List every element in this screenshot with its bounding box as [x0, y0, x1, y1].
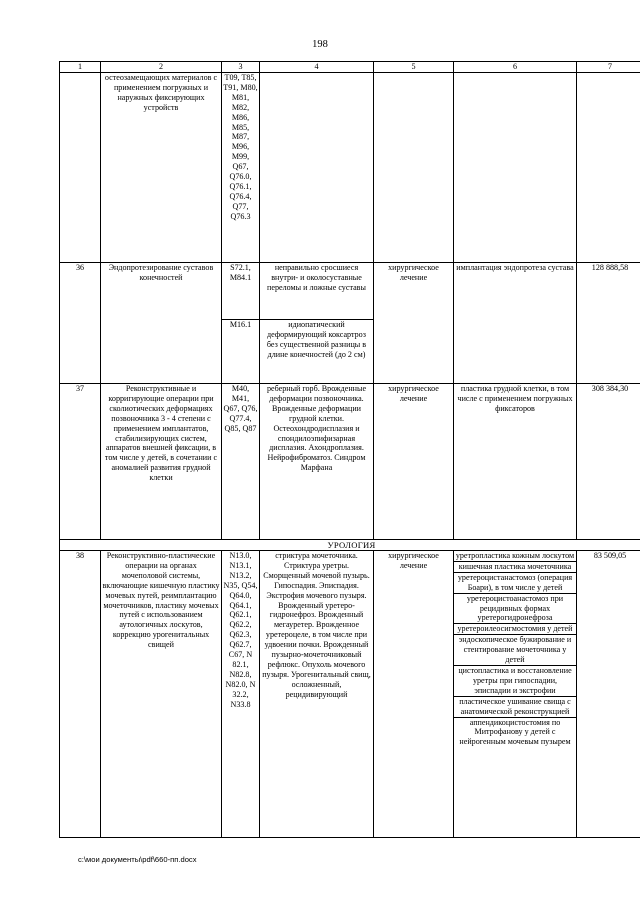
method-item: кишечная пластика мочеточника: [454, 562, 576, 573]
treatment-method: пластика грудной клетки, в том числе с применением погружных фиксаторов: [454, 384, 577, 540]
treatment-method: [454, 73, 577, 263]
header-cell: 1: [60, 62, 101, 73]
treatment-type: хирургическое лечение: [374, 551, 454, 838]
treatment-type: [374, 73, 454, 263]
patient-model: неправильно сросшиеся внутри- и околосуставные переломы и ложные суставы: [260, 263, 374, 320]
header-cell: 3: [222, 62, 260, 73]
table-row: [60, 73, 640, 263]
icd-codes: M16.1: [222, 320, 260, 384]
row-number: [60, 73, 101, 263]
care-type: Эндопротезирование суставов конечностей: [101, 263, 222, 384]
care-type: остеозамещающих материалов с применением погружных и наружных фиксирующих устройств: [101, 73, 222, 263]
treatment-type: хирургическое лечение: [374, 263, 454, 384]
care-type: Реконструктивно-пластические операции на органах мочеполовой системы, включающие кишечную пластику мочевых путей, реимплантацию мочеточников, пластику мочевых путей с использованием аутологичных лоскутов, коррекцию урогенитальных свищей: [101, 551, 222, 838]
icd-codes: N13.0, N13.1, N13.2, N35, Q54, Q64.0, Q64.1, Q62.1, Q62.2, Q62.3, Q62.7, C67, N 82.1, N82.8, N82.0, N 32.2, N33.8: [222, 551, 260, 838]
table-row: [60, 263, 640, 320]
tariff-table: [59, 61, 640, 838]
method-item: аппендикоцистостомия по Митрофанову у детей с нейрогенным мочевым пузырем: [459, 717, 571, 747]
row-number: 36: [60, 263, 101, 384]
patient-model: идиопатический деформирующий коксартроз без существенной разницы в длине конечностей (до 2 см): [260, 320, 374, 384]
method-item: уретероцистоанастомоз при рецидивных формах уретерогидронефроза: [454, 594, 576, 625]
treatment-methods: [454, 551, 577, 838]
header-cell: 7: [577, 62, 640, 73]
treatment-type: хирургическое лечение: [374, 384, 454, 540]
header-cell: 2: [101, 62, 222, 73]
page-number: 198: [312, 39, 328, 50]
method-item: уретероилеосигмостомия у детей: [454, 624, 576, 635]
header-cell: 5: [374, 62, 454, 73]
file-path-footer: c:\мои документы\pdf\660-пп.docx: [78, 855, 197, 864]
cost: 83 509,05: [577, 551, 640, 838]
care-type: Реконструктивные и корригирующие операции при сколиотических деформациях позвоночника 3 - 4 степени с применением имплантатов, стабилизирующих систем, аппаратов внешней фиксации, в том числе у детей, в сочетании с аномалией развития грудной клетки: [101, 384, 222, 540]
cost: [577, 73, 640, 263]
patient-model: реберный горб. Врожденные деформации позвоночника. Врожденные деформации грудной клетки. Остеохондродисплазия и спондилоэпифизарная дисплазия. Ахондроплазия. Нейрофиброматоз. Синдром Марфана: [260, 384, 374, 540]
method-item: пластическое ушивание свища с анатомической реконструкцией: [454, 697, 576, 718]
method-item: эндоскопическое бужирование и стентирование мочеточника у детей: [454, 635, 576, 666]
method-item: уретероцистанастомоз (операция Боари), в том числе у детей: [454, 573, 576, 594]
cost: 308 384,30: [577, 384, 640, 540]
header-cell: 6: [454, 62, 577, 73]
section-row: [60, 540, 640, 551]
icd-codes: T09, T85, T91, M80, M81, M82, M86, M85, M87, M96, M99, Q67, Q76.0, Q76.1, Q76.4, Q77, Q76.3: [222, 73, 260, 263]
row-number: 38: [60, 551, 101, 838]
header-cell: 4: [260, 62, 374, 73]
section-title: УРОЛОГИЯ: [60, 540, 640, 551]
cost: 128 888,58: [577, 263, 640, 384]
icd-codes: M40, M41, Q67, Q76, Q77.4, Q85, Q87: [222, 384, 260, 540]
patient-model: [260, 73, 374, 263]
icd-codes: S72.1, M84.1: [222, 263, 260, 320]
row-number: 37: [60, 384, 101, 540]
header-row: [60, 62, 640, 73]
treatment-method: имплантация эндопротеза сустава: [454, 263, 577, 384]
patient-model: стриктура мочеточника. Стриктура уретры. Сморщенный мочевой пузырь. Гипоспадия. Эписпадия. Экстрофия мочевого пузыря. Врожденный уретеро-гидронефроз. Врожденный мегауретер. Врожденное уретероцеле, в том числе при удвоении почки. Врожденный пузырно-мочеточниковый рефлюкс. Опухоль мочевого пузыря. Урогенитальный свищ, осложненный, рецидивирующий: [260, 551, 374, 838]
table-row: [60, 384, 640, 540]
method-item: уретропластика кожным лоскутом: [455, 551, 575, 560]
method-item: цистопластика и восстановление уретры при гипоспадии, эписпадии и экстрофии: [454, 666, 576, 697]
table-row: [60, 551, 640, 838]
